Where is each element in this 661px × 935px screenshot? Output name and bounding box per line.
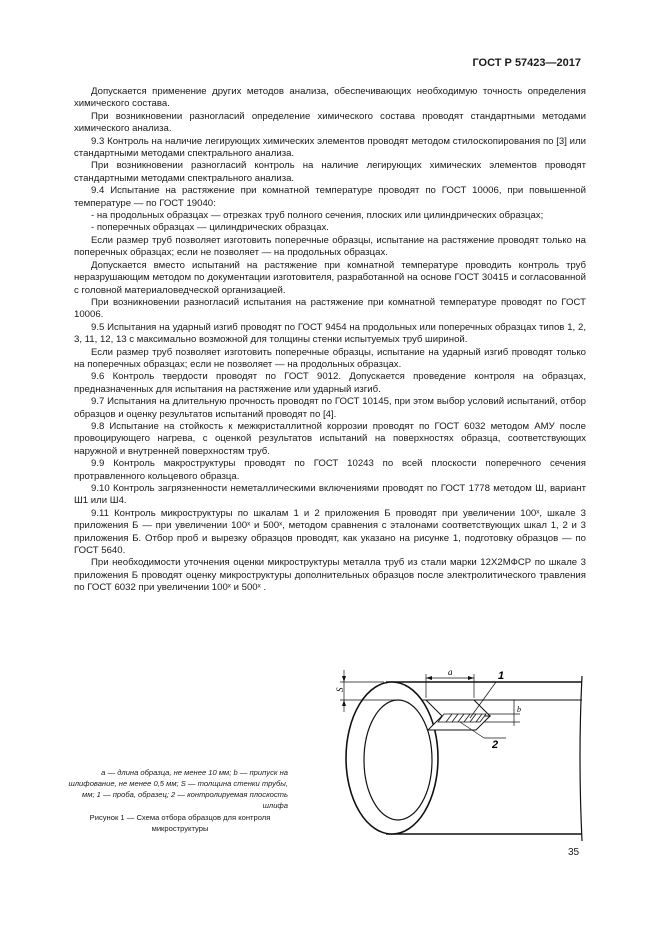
paragraph: Если размер труб позволяет изготовить поперечные образцы, испытание на ударный изгиб проводят только на поперечных образцах; если не позволяет — на продольных образцах. [74, 346, 586, 370]
pipe-sampling-diagram [320, 656, 590, 846]
pipe-inner-ellipse [364, 700, 432, 820]
paragraph: 9.6 Контроль твердости проводят по ГОСТ 9012. Допускается проведение контроля на образцах, предназначенных для испытания на растяжение или ударный изгиб. [74, 371, 586, 395]
list-item: - поперечных образцах — цилиндрических образцах. [91, 222, 329, 234]
paragraph: 9.8 Испытание на стойкость к межкристаллитной коррозии проводят по ГОСТ 6032 методом АМУ после провоцирующего нагрева, с оценкой результатов испытаний на поверхностях образца, соответствующих наружной и внутренней поверхностям труб. [74, 420, 586, 457]
paragraph: 9.7 Испытания на длительную прочность проводят по ГОСТ 10145, при этом выбор условий испытаний, отбор образцов и оценку результатов испытаний проводят по [4]. [74, 396, 586, 420]
dim-a-arrow-left [426, 676, 432, 680]
paragraph: 9.10 Контроль загрязненности неметаллическими включениями проводят по ГОСТ 1778 методом Ш, вариант Ш1 или Ш4. [74, 483, 586, 507]
sample-top-face [426, 700, 490, 716]
document-header: ГОСТ Р 57423—2017 [472, 57, 581, 69]
paragraph: При возникновении разногласий испытания на растяжение при комнатной температуре проводят по ГОСТ 10006. [74, 296, 586, 321]
paragraph: 9.5 Испытания на ударный изгиб проводят по ГОСТ 9454 на продольных или поперечных образцах типов 1, 2, 3, 11, 12, 13 с максимально возможной для толщины стенки испытуемых труб шириной. [74, 321, 586, 346]
paragraph: При возникновении разногласий определение химического состава проводят стандартными методами химического анализа. [74, 110, 586, 135]
main-text [74, 86, 586, 595]
page-number: 35 [568, 847, 580, 858]
dim-a-label: a [448, 667, 453, 677]
pipe-break-line [580, 676, 582, 841]
label-2: 2 [492, 739, 499, 751]
paragraph: 9.11 Контроль микроструктуры по шкалам 1 и 2 приложения Б проводят при увеличении 100ˣ, шкале 3 приложения Б — при увеличении 100ˣ и 500ˣ, методом сравнения с эталонами соответствующих шкал 1, 2 и 3 приложения Б. Отбор проб и вырезку образцов проводят, как указано на рисунке 1, подготовку образцов — по ГОСТ 5640. [74, 507, 586, 557]
ground-plane-hatching [438, 714, 486, 722]
paragraph: 9.4 Испытание на растяжение при комнатной температуре проводят по ГОСТ 10006, при повышенной температуре — по ГОСТ 19040: [74, 185, 586, 209]
dim-s-label: S [335, 687, 345, 692]
label-1: 1 [498, 670, 505, 682]
dim-b-label: b [517, 705, 521, 714]
figure-legend: a — длина образца, не менее 10 мм; b — припуск на шлифование, не менее 0,5 мм; S — толщина стенки трубы, мм; 1 — проба, образец; 2 — контролируемая плоскость шлифа [68, 768, 288, 810]
dim-s-arrow-bottom [342, 700, 346, 706]
paragraph: Если размер труб позволяет изготовить поперечные образцы, испытание на растяжение проводят только на поперечных образцах; если не позволяет — на продольных образцах. [74, 234, 586, 259]
paragraph: При возникновении разногласий контроль на наличие легирующих химических элементов проводят стандартными методами спектрального анализа. [74, 160, 586, 184]
paragraph: Допускается вместо испытаний на растяжение при комнатной температуре проводить контроль труб неразрушающим методом по документации изготовителя, разработанной на основе ГОСТ 30415 и согласованной с головной материаловедческой организацией. [74, 259, 586, 296]
dim-a-arrow-right [468, 676, 474, 680]
dim-s-arrow-top [342, 676, 346, 682]
paragraph: 9.3 Контроль на наличие легирующих химических элементов проводят методом стилоскопирования по [3] или стандартными методами спектрального анализа. [74, 135, 586, 160]
list-item: - на продольных образцах — отрезках труб полного сечения, плоских или цилиндрических образцах; [91, 210, 544, 222]
paragraph: При необходимости уточнения оценки микроструктуры металла труб из стали марки 12Х2МФСР по шкале 3 приложения Б проводят оценку микроструктуры дополнительных образцов после электролитического травления по ГОСТ 6032 при увеличении 100ˣ и 500ˣ . [74, 557, 586, 594]
paragraph: 9.9 Контроль макроструктуры проводят по ГОСТ 10243 по всей плоскости поперечного сечения протравленного кольцевого образца. [74, 458, 586, 482]
figure-title: Рисунок 1 — Схема отбора образцов для контроля микроструктуры [89, 813, 271, 833]
paragraph: Допускается применение других методов анализа, обеспечивающих необходимую точность определения химического состава. [74, 86, 586, 110]
